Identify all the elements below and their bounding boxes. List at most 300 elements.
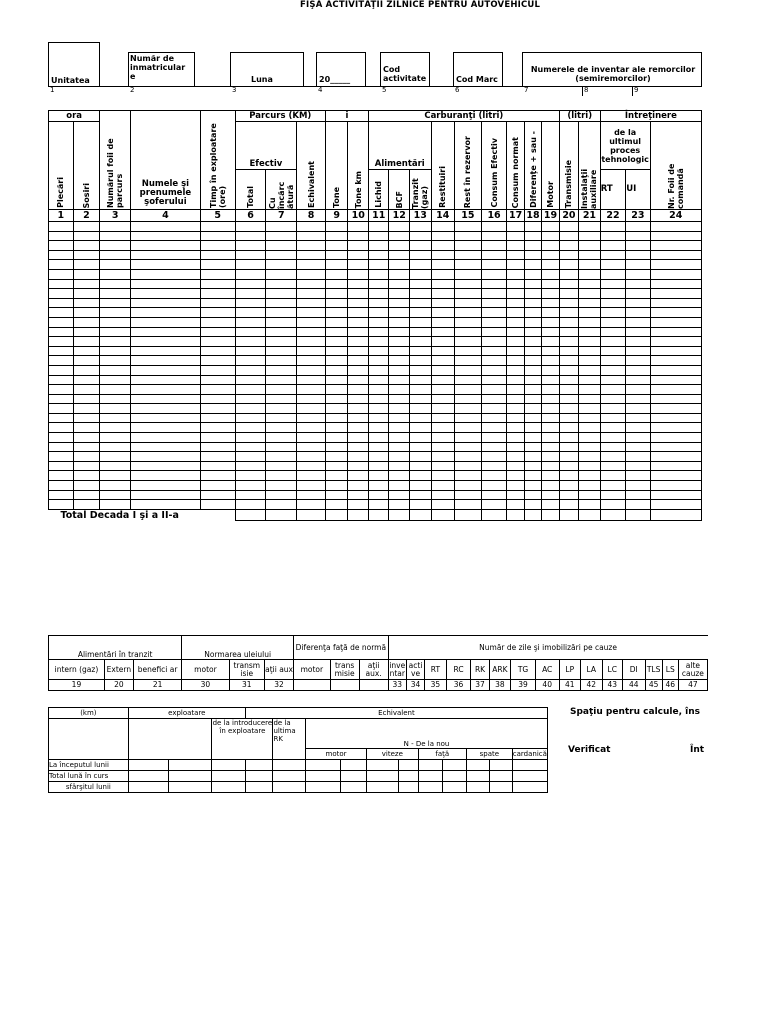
table-cell[interactable]	[481, 231, 507, 241]
table-cell[interactable]	[455, 490, 482, 500]
table-cell[interactable]	[367, 760, 399, 771]
table-cell[interactable]	[650, 452, 701, 462]
table-cell[interactable]	[600, 337, 626, 347]
table-cell[interactable]	[325, 337, 348, 347]
table-cell[interactable]	[297, 375, 326, 385]
table-cell[interactable]	[650, 346, 701, 356]
table-cell[interactable]	[455, 481, 482, 491]
table-cell[interactable]	[579, 356, 601, 366]
table-cell[interactable]	[579, 241, 601, 251]
total-cell[interactable]	[600, 509, 626, 521]
table-cell[interactable]	[325, 442, 348, 452]
table-cell[interactable]	[100, 317, 131, 327]
table-cell[interactable]	[389, 394, 410, 404]
table-cell[interactable]	[389, 298, 410, 308]
table-cell[interactable]	[559, 423, 578, 433]
table-cell[interactable]	[348, 481, 369, 491]
table-cell[interactable]	[579, 404, 601, 414]
table-cell[interactable]	[481, 500, 507, 510]
total-cell[interactable]	[431, 509, 455, 521]
table-cell[interactable]	[431, 385, 455, 395]
table-cell[interactable]	[266, 346, 297, 356]
table-cell[interactable]	[200, 317, 235, 327]
table-cell[interactable]	[650, 231, 701, 241]
table-cell[interactable]	[409, 490, 431, 500]
table-cell[interactable]	[579, 471, 601, 481]
table-cell[interactable]	[524, 346, 541, 356]
table-cell[interactable]	[409, 231, 431, 241]
table-cell[interactable]	[409, 346, 431, 356]
table-cell[interactable]	[542, 471, 559, 481]
table-cell[interactable]	[455, 289, 482, 299]
table-cell[interactable]	[507, 231, 524, 241]
table-cell[interactable]	[455, 298, 482, 308]
table-cell[interactable]	[409, 500, 431, 510]
table-cell[interactable]	[431, 500, 455, 510]
table-cell[interactable]	[481, 442, 507, 452]
table-cell[interactable]	[626, 337, 650, 347]
table-cell[interactable]	[542, 327, 559, 337]
table-cell[interactable]	[100, 279, 131, 289]
table-cell[interactable]	[431, 365, 455, 375]
total-cell[interactable]	[325, 509, 348, 521]
table-cell[interactable]	[325, 250, 348, 260]
table-cell[interactable]	[368, 365, 389, 375]
table-cell[interactable]	[650, 375, 701, 385]
table-cell[interactable]	[266, 394, 297, 404]
table-cell[interactable]	[368, 442, 389, 452]
table-cell[interactable]	[481, 260, 507, 270]
table-cell[interactable]	[650, 289, 701, 299]
table-cell[interactable]	[368, 490, 389, 500]
table-cell[interactable]	[200, 298, 235, 308]
table-cell[interactable]	[431, 337, 455, 347]
table-cell[interactable]	[542, 317, 559, 327]
table-cell[interactable]	[266, 231, 297, 241]
table-cell[interactable]	[524, 413, 541, 423]
table-cell[interactable]	[100, 337, 131, 347]
table-cell[interactable]	[131, 375, 201, 385]
table-cell[interactable]	[559, 442, 578, 452]
table-cell[interactable]	[481, 356, 507, 366]
table-cell[interactable]	[507, 317, 524, 327]
table-cell[interactable]	[368, 413, 389, 423]
table-cell[interactable]	[431, 279, 455, 289]
table-cell[interactable]	[626, 356, 650, 366]
table-cell[interactable]	[73, 490, 100, 500]
table-cell[interactable]	[348, 385, 369, 395]
table-cell[interactable]	[409, 260, 431, 270]
table-cell[interactable]	[409, 452, 431, 462]
table-cell[interactable]	[100, 413, 131, 423]
table-cell[interactable]	[100, 481, 131, 491]
table-cell[interactable]	[559, 222, 578, 232]
table-cell[interactable]	[297, 413, 326, 423]
table-cell[interactable]	[100, 423, 131, 433]
table-cell[interactable]	[131, 461, 201, 471]
table-cell[interactable]	[409, 317, 431, 327]
table-cell[interactable]	[245, 782, 273, 793]
total-cell[interactable]	[481, 509, 507, 521]
table-cell[interactable]	[481, 346, 507, 356]
table-cell[interactable]	[235, 308, 266, 318]
table-cell[interactable]	[455, 452, 482, 462]
table-cell[interactable]	[389, 442, 410, 452]
table-cell[interactable]	[100, 308, 131, 318]
table-cell[interactable]	[368, 356, 389, 366]
table-cell[interactable]	[266, 452, 297, 462]
table-cell[interactable]	[524, 404, 541, 414]
table-cell[interactable]	[297, 222, 326, 232]
table-cell[interactable]	[325, 289, 348, 299]
table-cell[interactable]	[266, 404, 297, 414]
table-cell[interactable]	[507, 490, 524, 500]
table-cell[interactable]	[49, 279, 74, 289]
table-cell[interactable]	[273, 760, 306, 771]
table-cell[interactable]	[600, 260, 626, 270]
table-cell[interactable]	[49, 298, 74, 308]
table-cell[interactable]	[600, 442, 626, 452]
table-cell[interactable]	[626, 250, 650, 260]
table-cell[interactable]	[579, 298, 601, 308]
table-cell[interactable]	[200, 269, 235, 279]
table-cell[interactable]	[49, 327, 74, 337]
table-cell[interactable]	[131, 471, 201, 481]
table-cell[interactable]	[490, 771, 512, 782]
table-cell[interactable]	[200, 442, 235, 452]
table-cell[interactable]	[200, 423, 235, 433]
table-cell[interactable]	[131, 260, 201, 270]
table-cell[interactable]	[579, 231, 601, 241]
table-cell[interactable]	[600, 471, 626, 481]
table-cell[interactable]	[524, 241, 541, 251]
table-cell[interactable]	[481, 308, 507, 318]
table-cell[interactable]	[100, 327, 131, 337]
table-cell[interactable]	[431, 452, 455, 462]
table-cell[interactable]	[455, 317, 482, 327]
table-cell[interactable]	[626, 279, 650, 289]
table-cell[interactable]	[579, 500, 601, 510]
table-cell[interactable]	[49, 404, 74, 414]
table-cell[interactable]	[325, 413, 348, 423]
table-cell[interactable]	[650, 471, 701, 481]
table-cell[interactable]	[542, 260, 559, 270]
table-cell[interactable]	[200, 385, 235, 395]
table-cell[interactable]	[297, 260, 326, 270]
table-cell[interactable]	[431, 327, 455, 337]
table-cell[interactable]	[297, 337, 326, 347]
table-cell[interactable]	[73, 241, 100, 251]
table-cell[interactable]	[297, 356, 326, 366]
table-cell[interactable]	[73, 222, 100, 232]
table-cell[interactable]	[600, 346, 626, 356]
table-cell[interactable]	[266, 442, 297, 452]
table-cell[interactable]	[348, 375, 369, 385]
table-cell[interactable]	[455, 356, 482, 366]
table-cell[interactable]	[235, 461, 266, 471]
table-cell[interactable]	[455, 442, 482, 452]
table-cell[interactable]	[626, 442, 650, 452]
table-cell[interactable]	[100, 298, 131, 308]
table-cell[interactable]	[512, 771, 547, 782]
table-cell[interactable]	[455, 471, 482, 481]
table-cell[interactable]	[73, 375, 100, 385]
total-cell[interactable]	[542, 509, 559, 521]
table-cell[interactable]	[559, 289, 578, 299]
table-cell[interactable]	[235, 385, 266, 395]
table-cell[interactable]	[235, 346, 266, 356]
table-cell[interactable]	[348, 423, 369, 433]
table-cell[interactable]	[409, 289, 431, 299]
table-cell[interactable]	[200, 433, 235, 443]
table-cell[interactable]	[542, 346, 559, 356]
table-cell[interactable]	[559, 241, 578, 251]
table-cell[interactable]	[409, 222, 431, 232]
table-cell[interactable]	[409, 375, 431, 385]
table-cell[interactable]	[650, 413, 701, 423]
table-cell[interactable]	[325, 260, 348, 270]
table-cell[interactable]	[348, 308, 369, 318]
table-cell[interactable]	[481, 337, 507, 347]
table-cell[interactable]	[235, 404, 266, 414]
table-cell[interactable]	[626, 269, 650, 279]
table-cell[interactable]	[579, 481, 601, 491]
table-cell[interactable]	[368, 385, 389, 395]
table-cell[interactable]	[325, 452, 348, 462]
table-cell[interactable]	[131, 490, 201, 500]
table-cell[interactable]	[600, 375, 626, 385]
table-cell[interactable]	[481, 365, 507, 375]
table-cell[interactable]	[455, 269, 482, 279]
table-cell[interactable]	[579, 385, 601, 395]
table-cell[interactable]	[481, 481, 507, 491]
table-cell[interactable]	[431, 298, 455, 308]
table-cell[interactable]	[389, 413, 410, 423]
table-cell[interactable]	[559, 452, 578, 462]
table-cell[interactable]	[650, 269, 701, 279]
table-cell[interactable]	[100, 365, 131, 375]
table-cell[interactable]	[650, 250, 701, 260]
table-cell[interactable]	[49, 269, 74, 279]
table-cell[interactable]	[481, 394, 507, 404]
table-cell[interactable]	[297, 298, 326, 308]
table-cell[interactable]	[297, 423, 326, 433]
table-cell[interactable]	[297, 500, 326, 510]
table-cell[interactable]	[73, 461, 100, 471]
table-cell[interactable]	[100, 394, 131, 404]
table-cell[interactable]	[389, 481, 410, 491]
table-cell[interactable]	[73, 327, 100, 337]
table-cell[interactable]	[348, 260, 369, 270]
table-cell[interactable]	[507, 385, 524, 395]
table-cell[interactable]	[481, 423, 507, 433]
table-cell[interactable]	[507, 337, 524, 347]
table-cell[interactable]	[266, 461, 297, 471]
table-cell[interactable]	[131, 452, 201, 462]
table-cell[interactable]	[73, 231, 100, 241]
table-cell[interactable]	[524, 337, 541, 347]
table-cell[interactable]	[100, 404, 131, 414]
table-cell[interactable]	[169, 760, 212, 771]
table-cell[interactable]	[524, 461, 541, 471]
table-cell[interactable]	[73, 317, 100, 327]
table-cell[interactable]	[650, 423, 701, 433]
table-cell[interactable]	[542, 231, 559, 241]
table-cell[interactable]	[389, 222, 410, 232]
table-cell[interactable]	[212, 771, 246, 782]
table-cell[interactable]	[409, 365, 431, 375]
table-cell[interactable]	[524, 231, 541, 241]
table-cell[interactable]	[389, 461, 410, 471]
table-cell[interactable]	[389, 452, 410, 462]
table-cell[interactable]	[650, 365, 701, 375]
table-cell[interactable]	[559, 404, 578, 414]
table-cell[interactable]	[325, 461, 348, 471]
table-cell[interactable]	[542, 222, 559, 232]
total-cell[interactable]	[235, 509, 266, 521]
table-cell[interactable]	[579, 337, 601, 347]
table-cell[interactable]	[348, 327, 369, 337]
table-cell[interactable]	[49, 308, 74, 318]
table-cell[interactable]	[650, 317, 701, 327]
table-cell[interactable]	[650, 241, 701, 251]
table-cell[interactable]	[348, 452, 369, 462]
table-cell[interactable]	[297, 481, 326, 491]
table-cell[interactable]	[73, 423, 100, 433]
table-cell[interactable]	[626, 298, 650, 308]
table-cell[interactable]	[431, 222, 455, 232]
table-cell[interactable]	[626, 394, 650, 404]
table-cell[interactable]	[389, 375, 410, 385]
table-cell[interactable]	[49, 442, 74, 452]
total-cell[interactable]	[650, 509, 701, 521]
table-cell[interactable]	[409, 269, 431, 279]
table-cell[interactable]	[626, 404, 650, 414]
table-cell[interactable]	[73, 452, 100, 462]
table-cell[interactable]	[559, 231, 578, 241]
table-cell[interactable]	[389, 356, 410, 366]
table-cell[interactable]	[626, 490, 650, 500]
table-cell[interactable]	[481, 471, 507, 481]
table-cell[interactable]	[235, 375, 266, 385]
table-cell[interactable]	[409, 279, 431, 289]
table-cell[interactable]	[600, 481, 626, 491]
table-cell[interactable]	[200, 260, 235, 270]
table-cell[interactable]	[73, 308, 100, 318]
table-cell[interactable]	[600, 404, 626, 414]
table-cell[interactable]	[524, 481, 541, 491]
table-cell[interactable]	[600, 279, 626, 289]
table-cell[interactable]	[73, 269, 100, 279]
table-cell[interactable]	[367, 782, 399, 793]
table-cell[interactable]	[73, 394, 100, 404]
table-cell[interactable]	[266, 356, 297, 366]
total-cell[interactable]	[348, 509, 369, 521]
table-cell[interactable]	[579, 365, 601, 375]
table-cell[interactable]	[399, 771, 418, 782]
table-cell[interactable]	[455, 337, 482, 347]
table-cell[interactable]	[579, 327, 601, 337]
table-cell[interactable]	[49, 423, 74, 433]
table-cell[interactable]	[507, 250, 524, 260]
table-cell[interactable]	[559, 385, 578, 395]
table-cell[interactable]	[235, 490, 266, 500]
table-cell[interactable]	[626, 433, 650, 443]
table-cell[interactable]	[650, 461, 701, 471]
table-cell[interactable]	[266, 298, 297, 308]
table-cell[interactable]	[559, 337, 578, 347]
table-cell[interactable]	[100, 452, 131, 462]
table-cell[interactable]	[389, 365, 410, 375]
table-cell[interactable]	[200, 279, 235, 289]
table-cell[interactable]	[200, 327, 235, 337]
table-cell[interactable]	[507, 327, 524, 337]
table-cell[interactable]	[524, 327, 541, 337]
table-cell[interactable]	[650, 385, 701, 395]
table-cell[interactable]	[455, 365, 482, 375]
table-cell[interactable]	[650, 394, 701, 404]
table-cell[interactable]	[455, 308, 482, 318]
table-cell[interactable]	[131, 385, 201, 395]
table-cell[interactable]	[650, 356, 701, 366]
table-cell[interactable]	[297, 433, 326, 443]
table-cell[interactable]	[409, 298, 431, 308]
table-cell[interactable]	[524, 365, 541, 375]
table-cell[interactable]	[235, 337, 266, 347]
table-cell[interactable]	[297, 308, 326, 318]
table-cell[interactable]	[481, 452, 507, 462]
table-cell[interactable]	[626, 423, 650, 433]
table-cell[interactable]	[455, 433, 482, 443]
table-cell[interactable]	[626, 241, 650, 251]
table-cell[interactable]	[542, 452, 559, 462]
table-cell[interactable]	[579, 423, 601, 433]
table-cell[interactable]	[235, 423, 266, 433]
table-cell[interactable]	[348, 346, 369, 356]
table-cell[interactable]	[131, 222, 201, 232]
table-cell[interactable]	[348, 365, 369, 375]
table-cell[interactable]	[100, 356, 131, 366]
table-cell[interactable]	[455, 327, 482, 337]
table-cell[interactable]	[100, 471, 131, 481]
table-cell[interactable]	[507, 298, 524, 308]
table-cell[interactable]	[235, 250, 266, 260]
table-cell[interactable]	[507, 413, 524, 423]
table-cell[interactable]	[297, 279, 326, 289]
table-cell[interactable]	[348, 279, 369, 289]
table-cell[interactable]	[200, 241, 235, 251]
table-cell[interactable]	[524, 490, 541, 500]
table-cell[interactable]	[542, 308, 559, 318]
table-cell[interactable]	[579, 269, 601, 279]
table-cell[interactable]	[600, 490, 626, 500]
table-cell[interactable]	[367, 771, 399, 782]
table-cell[interactable]	[200, 481, 235, 491]
table-cell[interactable]	[559, 365, 578, 375]
table-cell[interactable]	[600, 500, 626, 510]
table-cell[interactable]	[305, 760, 340, 771]
table-cell[interactable]	[409, 394, 431, 404]
table-cell[interactable]	[73, 279, 100, 289]
table-cell[interactable]	[626, 385, 650, 395]
table-cell[interactable]	[235, 394, 266, 404]
table-cell[interactable]	[431, 250, 455, 260]
table-cell[interactable]	[325, 433, 348, 443]
table-cell[interactable]	[348, 442, 369, 452]
table-cell[interactable]	[409, 413, 431, 423]
table-cell[interactable]	[368, 241, 389, 251]
table-cell[interactable]	[297, 452, 326, 462]
